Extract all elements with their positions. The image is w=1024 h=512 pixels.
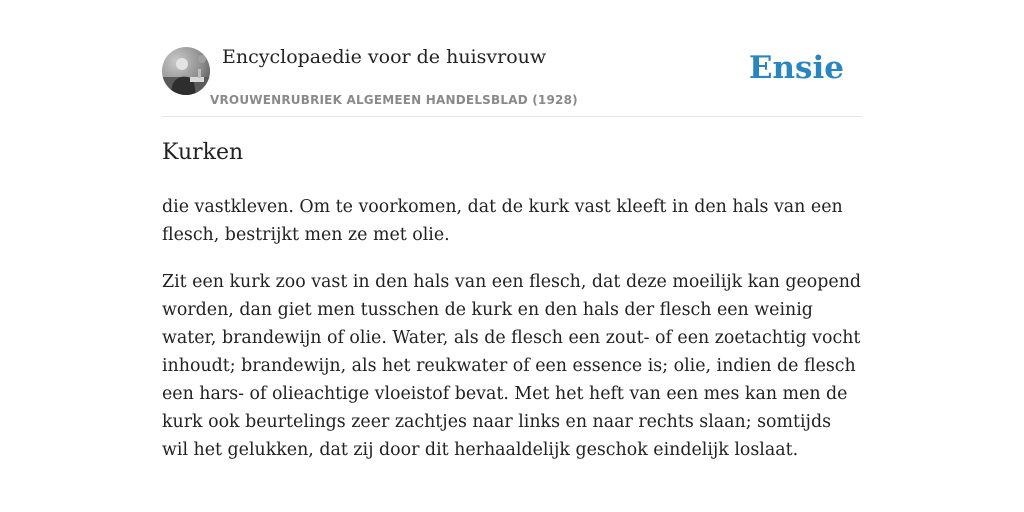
- article-paragraph: die vastkleven. Om te voorkomen, dat de kurk vast kleeft in den hals van een flesch, bestrijkt men ze met olie.: [162, 197, 843, 245]
- source-title[interactable]: Encyclopaedie voor de huisvrouw: [222, 46, 547, 68]
- source-subtitle: VROUWENRUBRIEK ALGEMEEN HANDELSBLAD (1928): [210, 93, 578, 107]
- source-avatar[interactable]: [162, 47, 210, 95]
- vintage-photo-avatar-icon: [162, 47, 210, 95]
- article-title: Kurken: [162, 140, 244, 165]
- article-paragraph: Zit een kurk zoo vast in den hals van een flesch, dat deze moeilijk kan geopend worden, dan giet men tusschen de kurk en den hals der flesch een weinig water, brandewijn of olie. Water, als de flesch een zout- of een zoetachtig vocht inhoudt; brandewijn, als het reukwater of een essence is; olie, indien de flesch een hars- of olieachtige vloeistof bevat. Met het heft van een mes kan men de kurk ook beurtelings zeer zachtjes naar links en naar rechts slaan; somtijds wil het gelukken, dat zij door dit herhaaldelijk geschok eindelijk loslaat.: [162, 272, 862, 460]
- brand-logo-link[interactable]: Ensie: [748, 50, 844, 86]
- source-header: [162, 46, 862, 117]
- article-body: [162, 193, 862, 483]
